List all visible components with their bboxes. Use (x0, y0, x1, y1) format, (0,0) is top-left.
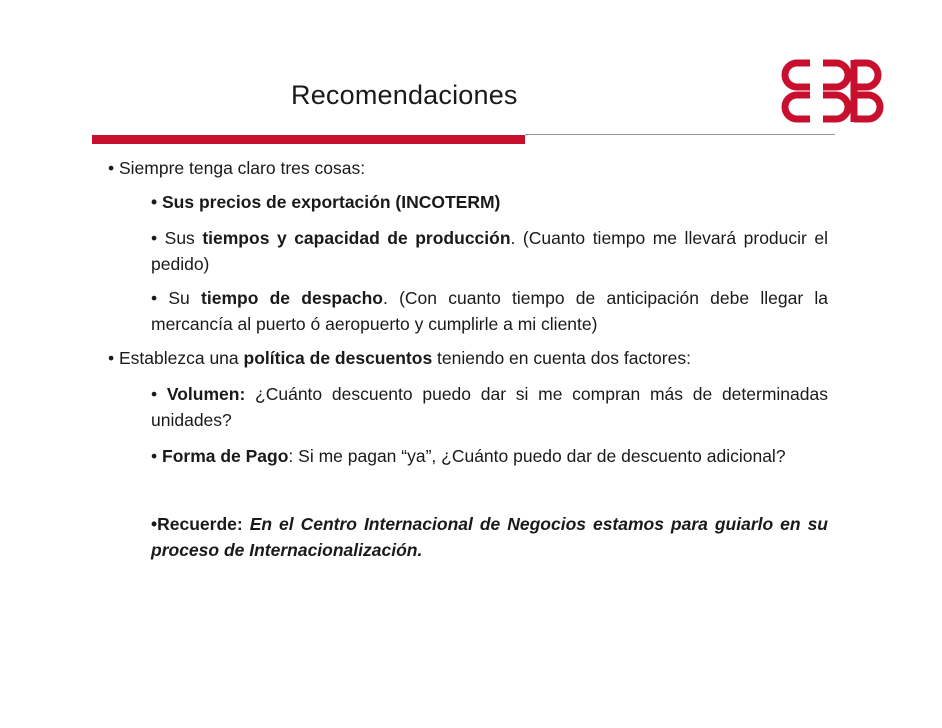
sub-bullet-despacho (151, 285, 828, 337)
bullet-prefix: • Establezca una (108, 348, 244, 368)
recuerde-text: En el Centro Internacional de Negocios estamos para guiarlo en su proceso de Internacionalización. (151, 514, 828, 560)
bullet-prefix: • Su (151, 288, 202, 308)
bullet-descuentos (108, 345, 828, 371)
bullet-prefix: • (151, 446, 162, 466)
sub-bullet-precios (151, 189, 828, 215)
bullet-rest: . (Con cuanto tiempo de anticipación debe llegar la mercancía al puerto ó aeropuerto y cumplirle a mi cliente) (151, 288, 829, 334)
bullet-rest: . (Cuanto tiempo me llevará producir el pedido) (151, 228, 828, 274)
title-underline-accent (92, 135, 525, 144)
bullet-bold: tiempos y capacidad de producción (202, 228, 511, 248)
bullet-bold: política de descuentos (243, 348, 433, 368)
bullet-prefix: • (151, 384, 167, 404)
slide-title: Recomendaciones (291, 80, 518, 110)
bullet-rest: : Si me pagan “ya”, ¿Cuánto puedo dar de descuento adicional? (288, 446, 786, 466)
title-underline-thin (525, 134, 835, 135)
sub-bullet-forma-pago (151, 443, 828, 469)
sub-bullet-volumen (151, 381, 828, 433)
sub-bullet-tiempos-produccion (151, 225, 828, 277)
recuerde-label: •Recuerde: (151, 514, 243, 534)
bullet-bold: Forma de Pago (162, 446, 289, 466)
bullet-text: • Siempre tenga claro tres cosas: (108, 158, 366, 178)
recuerde-note (151, 511, 828, 563)
bullet-bold: Volumen: (166, 384, 246, 404)
bullet-rest: teniendo en cuenta dos factores: (432, 348, 691, 368)
bullet-bold: tiempo de despacho (201, 288, 383, 308)
bullet-bold: • Sus precios de exportación (INCOTERM) (151, 192, 501, 212)
ccb-logo-icon (778, 56, 888, 126)
bullet-prefix: • Sus (151, 228, 203, 248)
slide-body (108, 155, 828, 563)
bullet-rest: ¿Cuánto descuento puedo dar si me compran más de determinadas unidades? (151, 384, 828, 430)
bullet-tres-cosas (108, 155, 828, 181)
